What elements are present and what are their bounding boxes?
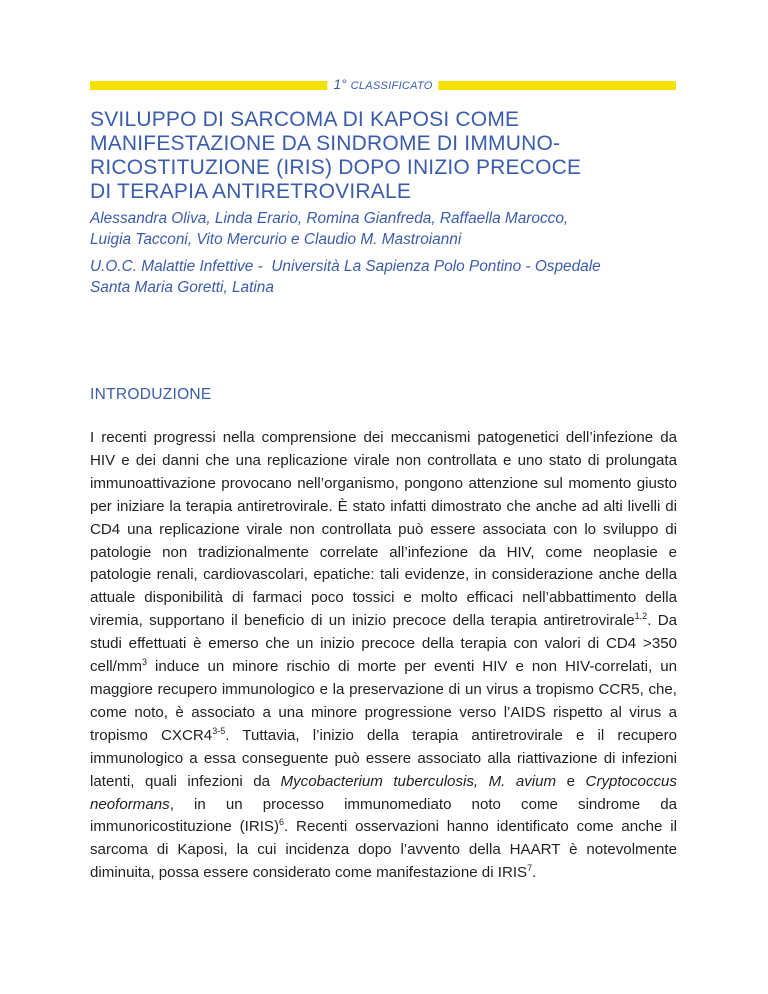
body-text-segment: , in un processo immunomediato noto come sindrome da immunoricostituzione (IRIS): [90, 795, 677, 836]
organism-name: Cryptococcus neoformans: [90, 772, 677, 813]
unit-superscript: 3: [142, 657, 148, 668]
affiliation: [90, 256, 710, 298]
title-line: RICOSTITUZIONE (IRIS) DOPO INIZIO PRECOCE: [90, 156, 582, 179]
citation-ref: 6: [279, 817, 285, 828]
article-title: [90, 108, 690, 204]
title-line: SVILUPPO DI SARCOMA DI KAPOSI COME: [90, 108, 520, 131]
authors-line: Alessandra Oliva, Linda Erario, Romina Gianfreda, Raffaella Marocco,: [90, 210, 569, 227]
rank-banner: [90, 76, 676, 93]
body-text-segment: . Da studi effettuati è emerso che un inizio precoce della terapia con valori di CD4 >350 cell/mm: [90, 612, 677, 676]
body-text-segment: . Tuttavia, l’inizio della terapia antiretrovirale e il recupero immunologico a essa conseguente può essere associato alla riattivazione di infezioni latenti, quali infezioni da: [90, 726, 677, 790]
citation-ref: 3-5: [212, 725, 226, 736]
intro-paragraph: [90, 427, 677, 885]
rank-label: [327, 76, 438, 95]
section-heading-introduzione: INTRODUZIONE: [90, 386, 212, 403]
citation-ref: 1,2: [634, 611, 648, 622]
authors-line: Luigia Tacconi, Vito Mercurio e Claudio M. Mastroianni: [90, 231, 462, 248]
body-text-segment: . Recenti osservazioni hanno identificato come anche il sarcoma di Kaposi, la cui incidenza dopo l’avvento della HAART è notevolmente diminuita, possa essere considerato come manifestazione di IRIS: [90, 818, 677, 882]
body-text-segment: .: [532, 864, 537, 882]
body-text-segment: I recenti progressi nella comprensione dei meccanismi patogenetici dell’infezione da HIV e dei danni che una replicazione virale non controllata e uno stato di prolungata immunoattivazione provocano nell’organismo, pongono attenzione sul momento giusto per iniziare la terapia antiretrovirale. È stato infatti dimostrato che anche ad alti livelli di CD4 una replicazione virale non controllata può essere associata con lo sviluppo di patologie non tradizionalmente correlate all’infezione da HIV, come neoplasie e patologie renali, cardiovascolari, epatiche: tali evidenze, in considerazione anche della attuale disponibilità di farmaci poco tossici e molto efficaci nell’abbattimento della viremia, supportano il beneficio di un inizio precoce della terapia antiretrovirale: [90, 429, 677, 630]
body-text-segment: e: [556, 772, 586, 790]
title-line: DI TERAPIA ANTIRETROVIRALE: [90, 180, 412, 203]
affiliation-line: Santa Maria Goretti, Latina: [90, 279, 274, 296]
body-text-segment: induce un minore rischio di morte per eventi HIV e non HIV-correlati, un maggiore recupero immunologico e la preservazione di un virus a tropismo CCR5, che, come noto, è associato a una minore progressione verso l’AIDS rispetto al virus a tropismo CXCR4: [90, 658, 677, 744]
rank-word: CLASSIFICATO: [350, 80, 433, 92]
affiliation-line: U.O.C. Malattie Infettive - Università La Sapienza Polo Pontino - Ospedale: [90, 258, 601, 275]
organism-name: Mycobacterium tuberculosis, M. avium: [280, 772, 557, 790]
title-line: MANIFESTAZIONE DA SINDROME DI IMMUNO-: [90, 132, 561, 155]
rank-prefix: 1°: [333, 76, 351, 92]
author-list: [90, 208, 710, 250]
citation-ref: 7: [527, 863, 533, 874]
